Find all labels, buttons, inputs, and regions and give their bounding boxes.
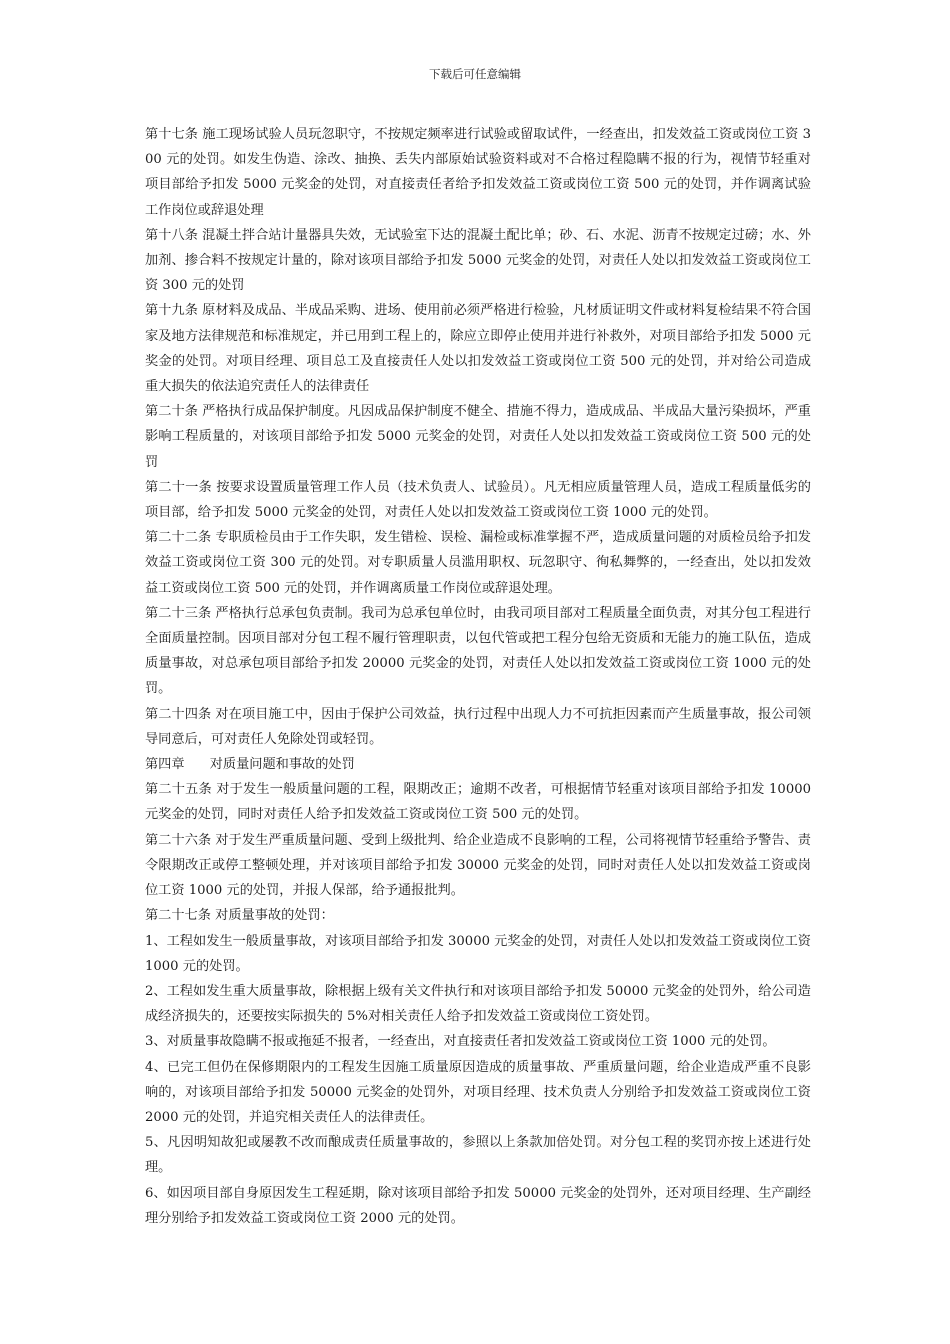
list-item-4: 4、已完工但仍在保修期限内的工程发生因施工质量原因造成的质量事故、严重质量问题，给企业造成严重不良影响的，对该项目部给予扣发 50000 元奖金的处罚外，对项目经理、技术负责人分别给予扣发效益工资或岗位工资 2000 元的处罚，并追究相关责任人的法律责任。 [145, 1059, 811, 1125]
document-body [145, 122, 811, 1231]
article-22: 第二十二条 专职质检员由于工作失职，发生错检、误检、漏检或标准掌握不严，造成质量问题的对质检员给予扣发效益工资或岗位工资 300 元的处罚。对专职质量人员滥用职权、玩忽职守、徇私舞弊的，一经查出，处以扣发效益工资或岗位工资 500 元的处罚，并作调离质量工作岗位或辞退处理。 [145, 530, 811, 596]
article-20: 第二十条 严格执行成品保护制度。凡因成品保护制度不健全、措施不得力，造成成品、半成品大量污染损坏，严重影响工程质量的，对该项目部给予扣发 5000 元奖金的处罚，对责任人处以扣发效益工资或岗位工资 500 元的处罚 [145, 404, 811, 470]
article-23: 第二十三条 严格执行总承包负责制。我司为总承包单位时，由我司项目部对工程质量全面负责，对其分包工程进行全面质量控制。因项目部对分包工程不履行管理职责，以包代管或把工程分包给无资质和无能力的施工队伍，造成质量事故，对总承包项目部给予扣发 20000 元奖金的处罚，对责任人处以扣发效益工资或岗位工资 1000 元的处罚。 [145, 605, 811, 697]
article-26: 第二十六条 对于发生严重质量问题、受到上级批判、给企业造成不良影响的工程，公司将视情节轻重给予警告、责令限期改正或停工整顿处理，并对该项目部给予扣发 30000 元奖金的处罚，同时对责任人处以扣发效益工资或岗位工资 1000 元的处罚，并报人保部，给予通报批判。 [145, 832, 811, 899]
article-24: 第二十四条 对在项目施工中，因由于保护公司效益，执行过程中出现人力不可抗拒因素而产生质量事故，报公司领导同意后，可对责任人免除处罚或轻罚。 [145, 706, 811, 747]
article-19: 第十九条 原材料及成品、半成品采购、进场、使用前必须严格进行检验，凡材质证明文件或材料复检结果不符合国家及地方法律规范和标准规定，并已用到工程上的，除应立即停止使用并进行补救外，对项目部给予扣发 5000 元奖金的处罚。对项目经理、项目总工及直接责任人处以扣发效益工资或岗位工资 500 元的处罚，并对给公司造成重大损失的依法追究责任人的法律责任 [145, 303, 811, 395]
chapter-4-heading: 第四章 对质量问题和事故的处罚 [145, 757, 355, 773]
article-18: 第十八条 混凝土拌合站计量器具失效，无试验室下达的混凝土配比单；砂、石、水泥、沥青不按规定过磅；水、外加剂、掺合料不按规定计量的，除对该项目部给予扣发 5000 元奖金的处罚，对责任人处以扣发效益工资或岗位工资 300 元的处罚 [145, 227, 811, 294]
list-item-2: 2、工程如发生重大质量事故，除根据上级有关文件执行和对该项目部给予扣发 50000 元奖金的处罚外，给公司造成经济损失的，还要按实际损失的 5%对相关责任人给予扣发效益工资或岗位工资处罚。 [145, 983, 811, 1025]
article-25: 第二十五条 对于发生一般质量问题的工程，限期改正；逾期不改者，可根据情节轻重对该项目部给予扣发 10000 元奖金的处罚，同时对责任人给予扣发效益工资或岗位工资 500 元的处罚。 [145, 782, 811, 823]
list-item-3: 3、对质量事故隐瞒不报或拖延不报者，一经查出，对直接责任者扣发效益工资或岗位工资 1000 元的处罚。 [145, 1034, 776, 1050]
article-27: 第二十七条 对质量事故的处罚： [145, 908, 334, 924]
article-21: 第二十一条 按要求设置质量管理工作人员（技术负责人、试验员）。凡无相应质量管理人员，造成工程质量低劣的项目部，给予扣发 5000 元奖金的处罚，对责任人处以扣发效益工资或岗位工资 1000 元的处罚。 [145, 479, 811, 521]
list-item-1: 1、工程如发生一般质量事故，对该项目部给予扣发 30000 元奖金的处罚，对责任人处以扣发效益工资或岗位工资 1000 元的处罚。 [145, 933, 811, 974]
list-item-6: 6、如因项目部自身原因发生工程延期，除对该项目部给予扣发 50000 元奖金的处罚外，还对项目经理、生产副经理分别给予扣发效益工资或岗位工资 2000 元的处罚。 [145, 1185, 811, 1226]
page-header: 下载后可任意编辑 [429, 67, 521, 81]
article-17: 第十七条 施工现场试验人员玩忽职守，不按规定频率进行试验或留取试件，一经查出，扣发效益工资或岗位工资 300 元的处罚。如发生伪造、涂改、抽换、丢失内部原始试验资料或对不合格过程隐瞒不报的行为，视情节轻重对项目部给予扣发 5000 元奖金的处罚，对直接责任者给予扣发效益工资或岗位工资 500 元的处罚，并作调离试验工作岗位或辞退处理 [145, 127, 811, 218]
list-item-5: 5、凡因明知故犯或屡教不改而酿成责任质量事故的，参照以上条款加倍处罚。对分包工程的奖罚亦按上述进行处理。 [145, 1135, 811, 1176]
